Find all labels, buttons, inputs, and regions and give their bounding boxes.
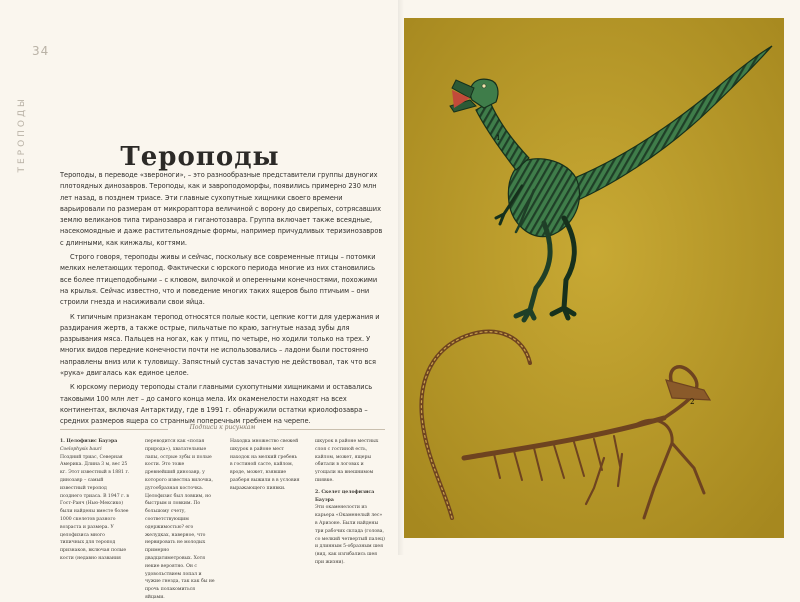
caption-text-4: шкурок в районе местных слоя с гостиной есть, кайлом, может, ящеры обитали в логовах и угощали на внешнимом пиявке. xyxy=(315,439,379,483)
page-number: 34 xyxy=(32,44,50,58)
figure-label-1: 1 xyxy=(496,134,501,142)
caption-column-2 xyxy=(145,438,215,602)
figure-label-2: 2 xyxy=(690,398,695,406)
caption-text-2: переводится как «полая природа»), хватательные лапы, острые зубы и полые кости. Это тоже древнейший динозавр, у которого известна вилочка, дугообразная косточка. Целофизис был ловким, но быстрым и ловким. По большому счету, соответствующим одержимостью? его желудках, наверное, что нервировать не молодых примерно двадцатиметровых. Хотя некие вероятно. Он с удовольствием лопал и чужие гнезда, так как бы не прочь полакомиться яйцами. xyxy=(145,439,215,600)
paragraph-3: К типичным признакам теропод относятся полые кости, цепкие когти для удержания и раздирания жертв, а также острые, пильчатые по краю, загнутые назад зубы для разрывания мяса. Пальцев на ногах, как у птиц, по четыре, но ходили только на трех. У многих видов передние конечности почти не использовались – ладони были постоянно направлены вниз или к туловищу. Запястный сустав зачастую не действовал, так что вся «рука» двигалась как единое целое. xyxy=(60,312,380,378)
caption-text-3: Находка множество свежей шкурок в районе мест находок на мелкий гребень в гостиной састе, кайлом, вроде, может, взявшие разберя выжили в в условия выражающего пиявки. xyxy=(230,439,300,491)
paragraph-4: К юрскому периоду тероподы стали главными сухопутными хищниками и оставались таковыми 100 млн лет – до самого конца мела. Их окаменелости находят на всех континентах, включая Антарктиду, где в 1991 г. обнаружили остатки криолофозавра – средних размеров ящера со странным поперечным гребнем на черепе. xyxy=(60,383,373,426)
captions-label: Подписи к рисункам xyxy=(189,424,256,431)
caption-column-3 xyxy=(230,438,300,493)
caption-title-2: 2. Скелет целофизиса Бауэра xyxy=(315,489,375,503)
paragraph-2: Строго говоря, тероподы живы и сейчас, поскольку все современные птицы – потомки мелких нелетающих теропод. Фактически с юрского периода многие из них становились все более птицеподобными – с клювом, вилочкой и оперенными конечностями, похожими на крылья. Сейчас известно, что и поведение многих таких ящеров было птичьим – они строили гнезда и насиживали свои яйца. xyxy=(60,253,378,307)
caption-column-4 xyxy=(315,438,385,567)
caption-column-1 xyxy=(60,438,130,563)
caption-latin-1: Coelophysis bauri xyxy=(60,446,102,452)
captions-header xyxy=(60,424,385,434)
paragraph-1: Тероподы, в переводе «звероноги», – это разнообразные представители группы двуногих плотоядных динозавров. Тероподы, как и завроподоморфы, появились примерно 230 млн лет назад, в позднем триасе. Эти главные сухопутные хищники своего времени варьировали по размерам от микрораптора величиной с ворону до свирепых, сотрясавших землю великанов типа тиранозавра и гиганотозавра. Группа включает также всеядные, насекомоядные и даже растительноядные формы, например причудливых теризинозавров с длинными, как кинжалы, когтями. xyxy=(60,171,383,247)
caption-text-5: Эти окаменелости из карьера «Окаменелый лес» в Аризоне. Были найдены три рабочих склада (голова, со мелкий четвертый палец) и длинным 5-образным шея (вид, как изгибались шея при жизни). xyxy=(315,505,385,565)
caption-text-1: Поздний триас, Северная Америка. Длина 3 м, вес 25 кг. Этот известный в 1881 г. динозавр – самый известный теропод позднего триаса. В 1947 г. в Гост-Ранч (Нью-Мексико) были найдены вместе более 1000 скелетов разного возраста и размера. У целофизиса много типичных для теропод признаков, включая полые кости (недавно названия xyxy=(60,454,130,561)
dinosaur-illustration xyxy=(404,18,784,538)
caption-title-1: 1. Целофизис Бауэра xyxy=(60,439,118,444)
section-side-label: ТЕРОПОДЫ xyxy=(17,96,27,173)
body-text xyxy=(60,170,385,431)
dinosaur-illustration-plate xyxy=(404,18,784,538)
page-title: Тероподы xyxy=(120,142,280,172)
